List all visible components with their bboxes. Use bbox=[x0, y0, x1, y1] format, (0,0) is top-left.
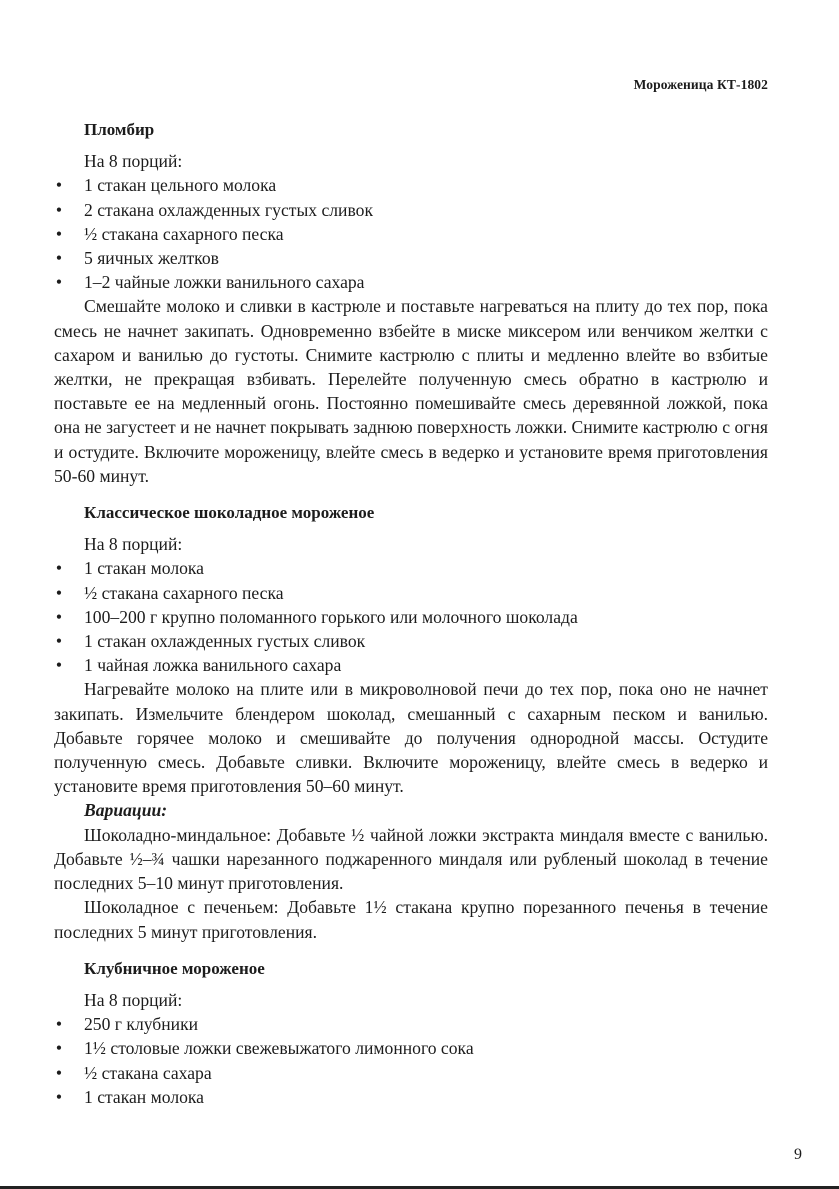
list-item bbox=[54, 1085, 768, 1109]
list-item bbox=[54, 1061, 768, 1085]
ingredient-list bbox=[54, 173, 768, 294]
list-item bbox=[54, 222, 768, 246]
ingredient-text: 1–2 чайные ложки ванильного сахара bbox=[84, 272, 365, 293]
recipe-strawberry bbox=[54, 957, 768, 1109]
ingredient-text: 1 стакан цельного молока bbox=[84, 175, 277, 196]
bullet-icon: • bbox=[55, 175, 63, 196]
recipe-chocolate bbox=[54, 501, 768, 944]
list-item bbox=[54, 246, 768, 270]
bullet-icon: • bbox=[55, 655, 63, 676]
bullet-icon: • bbox=[55, 272, 63, 293]
list-item bbox=[54, 605, 768, 629]
variation-paragraph: Шоколадное с печеньем: Добавьте 1½ стакана крупно порезанного печенья в течение последних 5 минут приготовления. bbox=[54, 897, 768, 942]
list-item bbox=[54, 629, 768, 653]
bullet-icon: • bbox=[55, 606, 63, 627]
recipe-title: Клубничное мороженое bbox=[84, 958, 265, 978]
bullet-icon: • bbox=[55, 631, 63, 652]
ingredient-text: ½ стакана сахарного песка bbox=[84, 582, 284, 603]
variation-paragraph: Шоколадно-миндальное: Добавьте ½ чайной ложки экстракта миндаля вместе с ванилью. Добавьте ½–¾ чашки нарезанного поджаренного миндаля или рубленый шоколад в течение последних 5–10 минут приготовления. bbox=[54, 824, 768, 894]
servings-line: На 8 порций: bbox=[84, 151, 183, 172]
ingredient-list bbox=[54, 556, 768, 677]
bullet-icon: • bbox=[55, 558, 63, 579]
servings-line: На 8 порций: bbox=[84, 534, 183, 555]
ingredient-text: 250 г клубники bbox=[84, 1014, 199, 1035]
list-item bbox=[54, 173, 768, 197]
bullet-icon: • bbox=[55, 1014, 63, 1035]
ingredient-text: 2 стакана охлажденных густых сливок bbox=[84, 199, 373, 220]
ingredient-text: 1 стакан молока bbox=[84, 558, 204, 579]
page-number: 9 bbox=[794, 1146, 802, 1163]
bullet-icon: • bbox=[55, 223, 63, 244]
recipe-plombir bbox=[54, 118, 768, 488]
ingredient-text: 100–200 г крупно поломанного горького или молочного шоколада bbox=[84, 606, 578, 627]
bullet-icon: • bbox=[55, 199, 63, 220]
ingredient-text: 1 чайная ложка ванильного сахара bbox=[84, 655, 342, 676]
instructions-paragraph: Смешайте молоко и сливки в кастрюле и поставьте нагреваться на плиту до тех пор, пока смесь не начнет закипать. Одновременно взбейте в миске миксером или венчиком желтки с сахаром и ванилью до густоты. Снимите кастрюлю с плиты и медленно влейте во взбитые желтки, не прекращая взбивать. Перелейте полученную смесь обратно в кастрюлю и поставьте ее на медленный огонь. Постоянно помешивайте смесь деревянной ложкой, пока она не загустеет и не начнет покрывать заднюю поверхность ложки. Снимите кастрюлю с огня и остудите. Включите мороженицу, влейте смесь в ведерко и установите время приготовления 50-60 минут. bbox=[54, 296, 768, 486]
bullet-icon: • bbox=[55, 1038, 63, 1059]
ingredient-text: ½ стакана сахара bbox=[84, 1062, 212, 1083]
servings-line: На 8 порций: bbox=[84, 989, 183, 1010]
instructions-paragraph: Нагревайте молоко на плите или в микроволновой печи до тех пор, пока оно не начнет закипать. Измельчите блендером шоколад, смешанный с сахарным песком и ванилью. Добавьте горячее молоко и смешивайте до получения однородной массы. Остудите полученную смесь. Добавьте сливки. Включите мороженицу, влейте смесь в ведерко и установите время приготовления 50–60 минут. bbox=[54, 679, 768, 797]
variations-heading: Вариации: bbox=[84, 800, 168, 821]
ingredient-text: 1 стакан охлажденных густых сливок bbox=[84, 631, 366, 652]
recipe-title: Классическое шоколадное мороженое bbox=[84, 503, 375, 523]
ingredient-text: 1½ столовые ложки свежевыжатого лимонного сока bbox=[84, 1038, 474, 1059]
ingredient-text: 5 яичных желтков bbox=[84, 248, 219, 269]
list-item bbox=[54, 581, 768, 605]
bullet-icon: • bbox=[55, 1062, 63, 1083]
bullet-icon: • bbox=[55, 582, 63, 603]
ingredient-text: ½ стакана сахарного песка bbox=[84, 223, 284, 244]
list-item bbox=[54, 270, 768, 294]
recipe-title: Пломбир bbox=[84, 120, 155, 139]
list-item bbox=[54, 198, 768, 222]
bullet-icon: • bbox=[55, 248, 63, 269]
page-content bbox=[54, 118, 768, 1109]
list-item bbox=[54, 1012, 768, 1036]
ingredient-text: 1 стакан молока bbox=[84, 1086, 204, 1107]
list-item bbox=[54, 556, 768, 580]
list-item bbox=[54, 653, 768, 677]
bullet-icon: • bbox=[55, 1086, 63, 1107]
list-item bbox=[54, 1036, 768, 1060]
running-header: Мороженица КТ-1802 bbox=[633, 77, 768, 92]
ingredient-list bbox=[54, 1012, 768, 1109]
